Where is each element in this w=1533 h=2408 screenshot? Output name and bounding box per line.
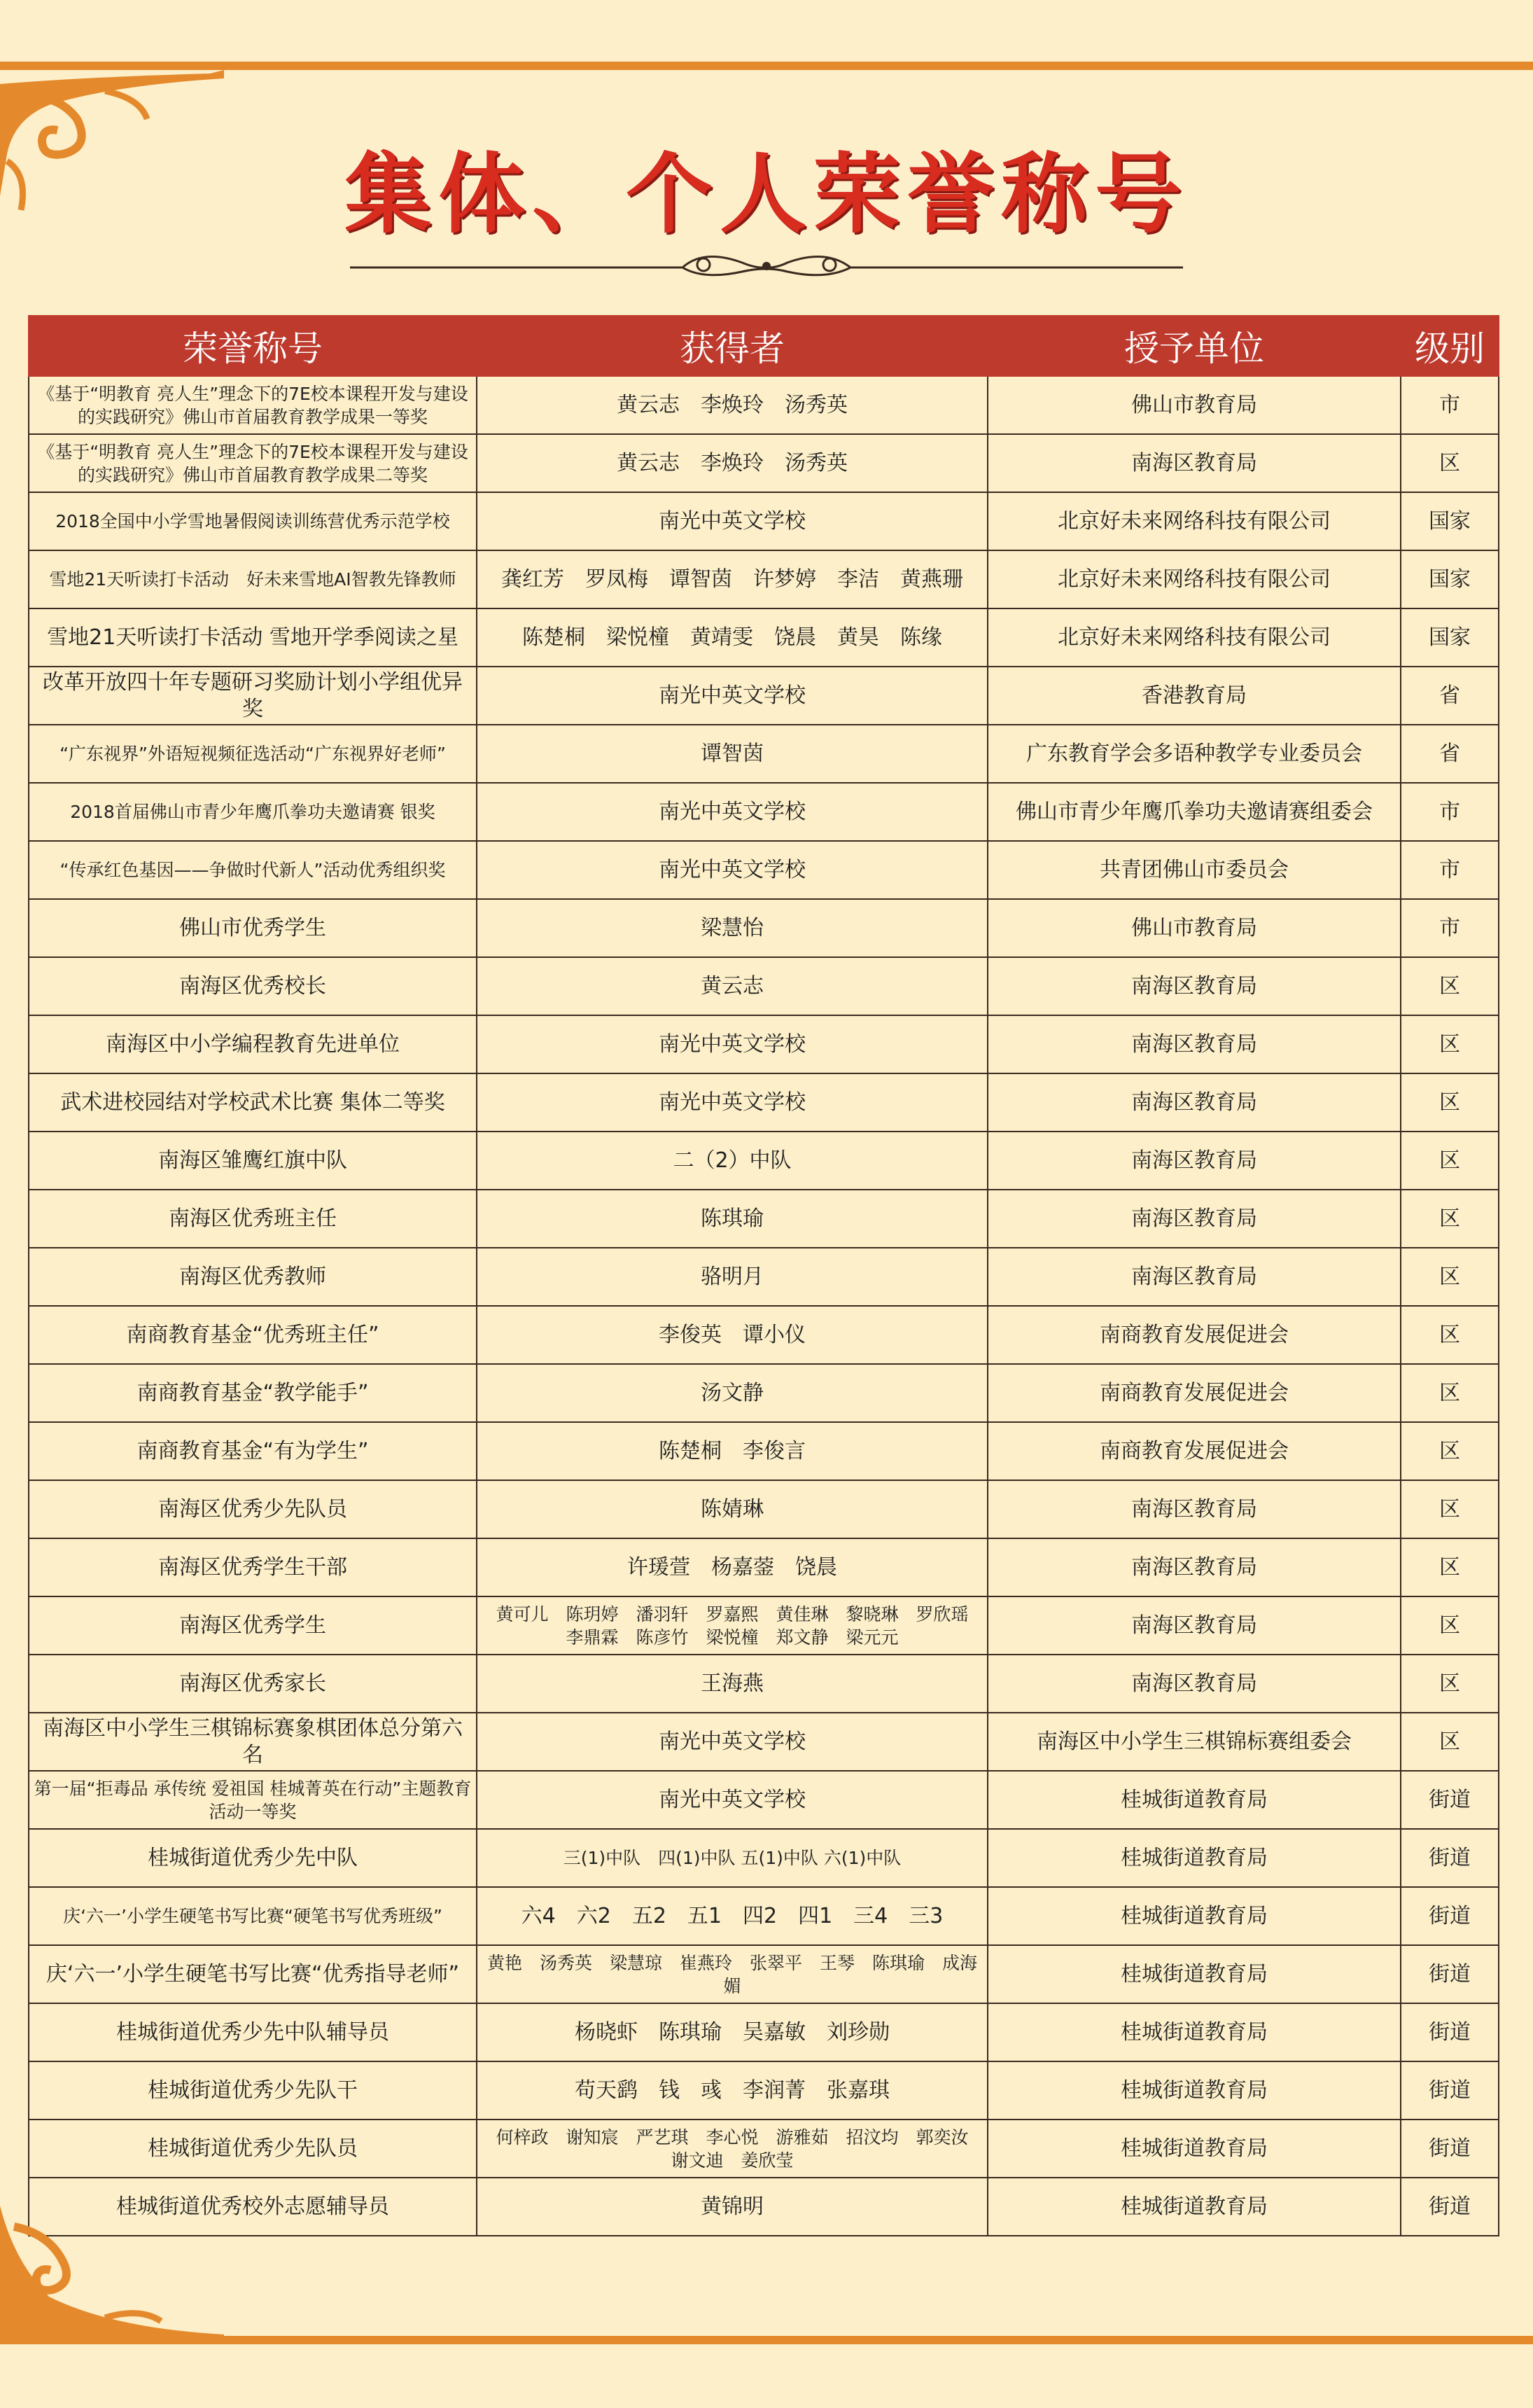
cell-issuer: 广东教育学会多语种教学专业委员会 — [988, 725, 1401, 783]
header-honor: 荣誉称号 — [29, 316, 477, 376]
cell-level: 市 — [1401, 376, 1499, 434]
cell-honor: 桂城街道优秀少先队干 — [29, 2061, 477, 2120]
cell-recipient: 南光中英文学校 — [477, 783, 988, 841]
cell-honor: 改革开放四十年专题研习奖励计划小学组优异奖 — [29, 667, 477, 725]
cell-recipient: 黄云志 李焕玲 汤秀英 — [477, 376, 988, 434]
honor-table — [28, 315, 1499, 2236]
cell-recipient: 陈婧琳 — [477, 1480, 988, 1538]
table-row — [29, 608, 1499, 667]
cell-recipient: 南光中英文学校 — [477, 1713, 988, 1771]
cell-recipient: 南光中英文学校 — [477, 1771, 988, 1829]
table-row — [29, 1887, 1499, 1945]
cell-level: 区 — [1401, 1073, 1499, 1132]
cell-level: 街道 — [1401, 2061, 1499, 2120]
cell-issuer: 香港教育局 — [988, 667, 1401, 725]
cell-level: 街道 — [1401, 2178, 1499, 2236]
cell-issuer: 南海区教育局 — [988, 1480, 1401, 1538]
cell-honor: 雪地21天听读打卡活动 好未来雪地AI智教先锋教师 — [29, 550, 477, 608]
cell-honor: 2018全国中小学雪地暑假阅读训练营优秀示范学校 — [29, 492, 477, 550]
cell-recipient: 何梓政 谢知宸 严艺琪 李心悦 游雅茹 招汶均 郭奕汝 谢文迪 姜欣莹 — [477, 2120, 988, 2178]
cell-honor: 南海区优秀少先队员 — [29, 1480, 477, 1538]
cell-issuer: 桂城街道教育局 — [988, 1771, 1401, 1829]
table-row — [29, 667, 1499, 725]
cell-honor: 南商教育基金“教学能手” — [29, 1364, 477, 1422]
table-row — [29, 1945, 1499, 2003]
cell-honor: 庆‘六一’小学生硬笔书写比赛“优秀指导老师” — [29, 1945, 477, 2003]
cell-level: 区 — [1401, 434, 1499, 492]
cell-issuer: 佛山市青少年鹰爪拳功夫邀请赛组委会 — [988, 783, 1401, 841]
table-row — [29, 2120, 1499, 2178]
corner-flourish-bottom-left — [0, 2185, 231, 2346]
cell-level: 市 — [1401, 783, 1499, 841]
cell-level: 市 — [1401, 899, 1499, 957]
cell-honor: “广东视界”外语短视频征选活动“广东视界好老师” — [29, 725, 477, 783]
cell-level: 区 — [1401, 1248, 1499, 1306]
cell-level: 街道 — [1401, 1771, 1499, 1829]
cell-recipient: 二（2）中队 — [477, 1132, 988, 1190]
cell-level: 区 — [1401, 1306, 1499, 1364]
cell-level: 区 — [1401, 1132, 1499, 1190]
table-row — [29, 725, 1499, 783]
cell-honor: 桂城街道优秀校外志愿辅导员 — [29, 2178, 477, 2236]
table-row — [29, 1596, 1499, 1655]
cell-recipient: 黄艳 汤秀英 梁慧琼 崔燕玲 张翠平 王琴 陈琪瑜 成海媚 — [477, 1945, 988, 2003]
cell-level: 国家 — [1401, 608, 1499, 667]
cell-honor: 《基于“明教育 亮人生”理念下的7E校本课程开发与建设的实践研究》佛山市首届教育教学成果一等奖 — [29, 376, 477, 434]
cell-honor: 第一届“拒毒品 承传统 爱祖国 桂城菁英在行动”主题教育活动一等奖 — [29, 1771, 477, 1829]
cell-issuer: 北京好未来网络科技有限公司 — [988, 492, 1401, 550]
cell-issuer: 佛山市教育局 — [988, 376, 1401, 434]
cell-issuer: 桂城街道教育局 — [988, 2061, 1401, 2120]
cell-level: 省 — [1401, 725, 1499, 783]
table-row — [29, 1364, 1499, 1422]
cell-recipient: 谭智茵 — [477, 725, 988, 783]
cell-honor: 武术进校园结对学校武术比赛 集体二等奖 — [29, 1073, 477, 1132]
cell-recipient: 陈琪瑜 — [477, 1190, 988, 1248]
cell-honor: 南海区中小学编程教育先进单位 — [29, 1015, 477, 1073]
cell-issuer: 南海区教育局 — [988, 1132, 1401, 1190]
cell-recipient: 骆明月 — [477, 1248, 988, 1306]
cell-issuer: 桂城街道教育局 — [988, 1945, 1401, 2003]
cell-honor: 《基于“明教育 亮人生”理念下的7E校本课程开发与建设的实践研究》佛山市首届教育教学成果二等奖 — [29, 434, 477, 492]
table-row — [29, 1771, 1499, 1829]
cell-honor: 南海区雏鹰红旗中队 — [29, 1132, 477, 1190]
cell-honor: 桂城街道优秀少先中队辅导员 — [29, 2003, 477, 2061]
cell-honor: 南商教育基金“有为学生” — [29, 1422, 477, 1480]
table-row — [29, 1829, 1499, 1887]
cell-honor: 南海区优秀教师 — [29, 1248, 477, 1306]
table-row — [29, 376, 1499, 434]
cell-recipient: 苟天鹞 钱 彧 李润菁 张嘉琪 — [477, 2061, 988, 2120]
cell-honor: 2018首届佛山市青少年鹰爪拳功夫邀请赛 银奖 — [29, 783, 477, 841]
table-row — [29, 899, 1499, 957]
bottom-border-bar — [0, 2336, 1533, 2344]
table-row — [29, 2061, 1499, 2120]
table-row — [29, 1422, 1499, 1480]
cell-issuer: 南海区中小学生三棋锦标赛组委会 — [988, 1713, 1401, 1771]
cell-issuer: 桂城街道教育局 — [988, 2003, 1401, 2061]
cell-issuer: 南商教育发展促进会 — [988, 1306, 1401, 1364]
table-row — [29, 1480, 1499, 1538]
table-row — [29, 1073, 1499, 1132]
cell-recipient: 黄云志 — [477, 957, 988, 1015]
table-row — [29, 550, 1499, 608]
header-issuer: 授予单位 — [988, 316, 1401, 376]
cell-issuer: 桂城街道教育局 — [988, 2178, 1401, 2236]
cell-level: 街道 — [1401, 1945, 1499, 2003]
cell-recipient: 南光中英文学校 — [477, 841, 988, 899]
cell-issuer: 南海区教育局 — [988, 957, 1401, 1015]
cell-level: 街道 — [1401, 1887, 1499, 1945]
cell-recipient: 陈楚桐 李俊言 — [477, 1422, 988, 1480]
cell-recipient: 黄云志 李焕玲 汤秀英 — [477, 434, 988, 492]
cell-honor: 庆‘六一’小学生硬笔书写比赛“硬笔书写优秀班级” — [29, 1887, 477, 1945]
table-row — [29, 2003, 1499, 2061]
page-title: 集体、个人荣誉称号 — [344, 144, 1189, 245]
table-row — [29, 1306, 1499, 1364]
table-row — [29, 957, 1499, 1015]
cell-recipient: 南光中英文学校 — [477, 667, 988, 725]
table-row — [29, 1190, 1499, 1248]
cell-issuer: 桂城街道教育局 — [988, 2120, 1401, 2178]
cell-recipient: 梁慧怡 — [477, 899, 988, 957]
cell-recipient: 三(1)中队 四(1)中队 五(1)中队 六(1)中队 — [477, 1829, 988, 1887]
cell-level: 国家 — [1401, 492, 1499, 550]
table-row — [29, 434, 1499, 492]
cell-recipient: 六4 六2 五2 五1 四2 四1 三4 三3 — [477, 1887, 988, 1945]
cell-level: 街道 — [1401, 1829, 1499, 1887]
cell-recipient: 南光中英文学校 — [477, 1015, 988, 1073]
cell-recipient: 汤文静 — [477, 1364, 988, 1422]
cell-issuer: 南海区教育局 — [988, 1073, 1401, 1132]
cell-level: 国家 — [1401, 550, 1499, 608]
cell-issuer: 南海区教育局 — [988, 1655, 1401, 1713]
cell-honor: 雪地21天听读打卡活动 雪地开学季阅读之星 — [29, 608, 477, 667]
cell-level: 省 — [1401, 667, 1499, 725]
cell-honor: 南海区优秀家长 — [29, 1655, 477, 1713]
header-level: 级别 — [1401, 316, 1499, 376]
cell-honor: 南海区优秀学生 — [29, 1596, 477, 1655]
cell-issuer: 南商教育发展促进会 — [988, 1364, 1401, 1422]
cell-issuer: 南海区教育局 — [988, 1538, 1401, 1596]
cell-recipient: 黄可儿 陈玥婷 潘羽轩 罗嘉熙 黄佳琳 黎晓琳 罗欣瑶 李鼎霖 陈彦竹 梁悦橦 郑文静 梁元元 — [477, 1596, 988, 1655]
cell-honor: 桂城街道优秀少先中队 — [29, 1829, 477, 1887]
table-row — [29, 1655, 1499, 1713]
table-row — [29, 492, 1499, 550]
cell-level: 区 — [1401, 1190, 1499, 1248]
cell-issuer: 共青团佛山市委员会 — [988, 841, 1401, 899]
cell-recipient: 王海燕 — [477, 1655, 988, 1713]
cell-level: 区 — [1401, 1422, 1499, 1480]
table-row — [29, 1538, 1499, 1596]
cell-honor: 南海区中小学生三棋锦标赛象棋团体总分第六名 — [29, 1713, 477, 1771]
cell-honor: 佛山市优秀学生 — [29, 899, 477, 957]
cell-recipient: 龚红芳 罗凤梅 谭智茵 许梦婷 李洁 黄燕珊 — [477, 550, 988, 608]
cell-recipient: 黄锦明 — [477, 2178, 988, 2236]
table-row — [29, 1713, 1499, 1771]
cell-recipient: 李俊英 谭小仪 — [477, 1306, 988, 1364]
cell-level: 市 — [1401, 841, 1499, 899]
cell-honor: 南海区优秀校长 — [29, 957, 477, 1015]
cell-level: 区 — [1401, 1538, 1499, 1596]
cell-level: 区 — [1401, 957, 1499, 1015]
cell-issuer: 南海区教育局 — [988, 1190, 1401, 1248]
cell-level: 区 — [1401, 1015, 1499, 1073]
table-row — [29, 2178, 1499, 2236]
cell-level: 街道 — [1401, 2003, 1499, 2061]
cell-issuer: 桂城街道教育局 — [988, 1829, 1401, 1887]
cell-honor: 桂城街道优秀少先队员 — [29, 2120, 477, 2178]
cell-issuer: 北京好未来网络科技有限公司 — [988, 550, 1401, 608]
cell-recipient: 南光中英文学校 — [477, 1073, 988, 1132]
cell-recipient: 杨晓虾 陈琪瑜 吴嘉敏 刘珍勋 — [477, 2003, 988, 2061]
table-row — [29, 1015, 1499, 1073]
cell-level: 区 — [1401, 1480, 1499, 1538]
top-border-bar — [0, 62, 1533, 70]
cell-recipient: 陈楚桐 梁悦橦 黄靖雯 饶晨 黄昊 陈缘 — [477, 608, 988, 667]
header-recipient: 获得者 — [477, 316, 988, 376]
cell-level: 区 — [1401, 1596, 1499, 1655]
table-row — [29, 841, 1499, 899]
cell-recipient: 许瑗萱 杨嘉蓥 饶晨 — [477, 1538, 988, 1596]
cell-level: 区 — [1401, 1655, 1499, 1713]
cell-issuer: 南海区教育局 — [988, 1248, 1401, 1306]
cell-issuer: 南海区教育局 — [988, 434, 1401, 492]
cell-issuer: 南商教育发展促进会 — [988, 1422, 1401, 1480]
cell-issuer: 桂城街道教育局 — [988, 1887, 1401, 1945]
cell-issuer: 南海区教育局 — [988, 1015, 1401, 1073]
cell-level: 区 — [1401, 1364, 1499, 1422]
cell-honor: “传承红色基因——争做时代新人”活动优秀组织奖 — [29, 841, 477, 899]
cell-honor: 南海区优秀学生干部 — [29, 1538, 477, 1596]
cell-issuer: 南海区教育局 — [988, 1596, 1401, 1655]
title-divider-ornament — [350, 245, 1183, 280]
table-row — [29, 783, 1499, 841]
cell-level: 区 — [1401, 1713, 1499, 1771]
cell-issuer: 北京好未来网络科技有限公司 — [988, 608, 1401, 667]
cell-recipient: 南光中英文学校 — [477, 492, 988, 550]
table-row — [29, 1248, 1499, 1306]
table-header-row — [29, 316, 1499, 376]
cell-honor: 南商教育基金“优秀班主任” — [29, 1306, 477, 1364]
cell-level: 街道 — [1401, 2120, 1499, 2178]
cell-honor: 南海区优秀班主任 — [29, 1190, 477, 1248]
cell-issuer: 佛山市教育局 — [988, 899, 1401, 957]
table-row — [29, 1132, 1499, 1190]
